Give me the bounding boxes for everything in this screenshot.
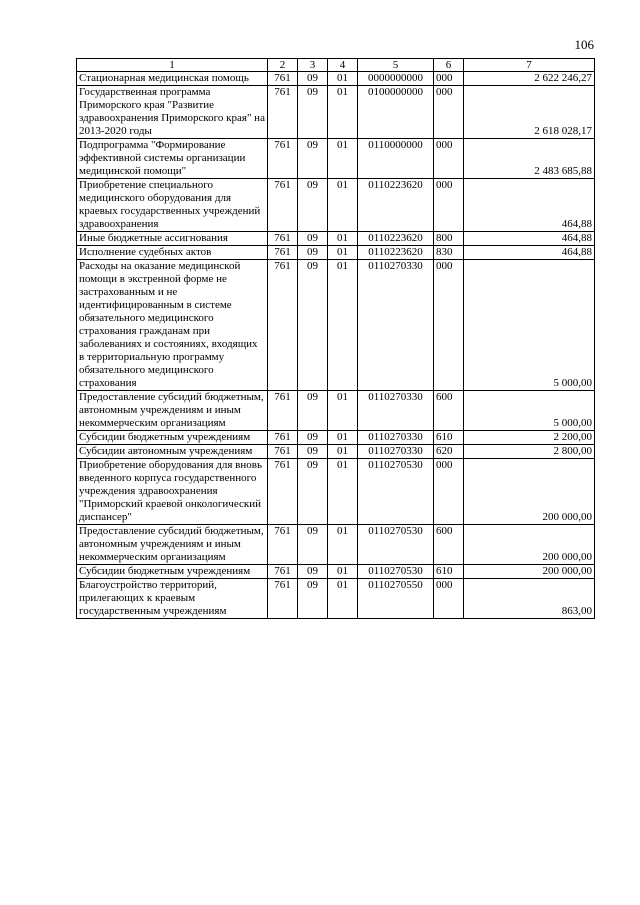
table-row bbox=[77, 431, 595, 445]
target-article-code: 0110223620 bbox=[358, 232, 434, 246]
amount: 5 000,00 bbox=[464, 391, 595, 431]
ministry-code: 761 bbox=[268, 246, 298, 260]
ministry-code: 761 bbox=[268, 579, 298, 619]
item-name: Предоставление субсидий бюджетным, автономным учреждениям и иным некоммерческим организациям bbox=[77, 525, 268, 565]
ministry-code: 761 bbox=[268, 86, 298, 139]
subsection-code: 01 bbox=[328, 246, 358, 260]
item-name: Субсидии бюджетным учреждениям bbox=[77, 431, 268, 445]
expense-type-code: 000 bbox=[434, 139, 464, 179]
table-row bbox=[77, 72, 595, 86]
item-name: Иные бюджетные ассигнования bbox=[77, 232, 268, 246]
item-name: Субсидии автономным учреждениям bbox=[77, 445, 268, 459]
column-header: 6 bbox=[434, 59, 464, 72]
table-row bbox=[77, 139, 595, 179]
ministry-code: 761 bbox=[268, 459, 298, 525]
section-code: 09 bbox=[298, 139, 328, 179]
amount: 464,88 bbox=[464, 179, 595, 232]
section-code: 09 bbox=[298, 431, 328, 445]
expense-type-code: 000 bbox=[434, 459, 464, 525]
table-row bbox=[77, 260, 595, 391]
section-code: 09 bbox=[298, 391, 328, 431]
table-row bbox=[77, 565, 595, 579]
amount: 5 000,00 bbox=[464, 260, 595, 391]
ministry-code: 761 bbox=[268, 179, 298, 232]
item-name: Исполнение судебных актов bbox=[77, 246, 268, 260]
expense-type-code: 000 bbox=[434, 86, 464, 139]
column-header: 2 bbox=[268, 59, 298, 72]
subsection-code: 01 bbox=[328, 260, 358, 391]
target-article-code: 0110270330 bbox=[358, 260, 434, 391]
item-name: Стационарная медицинская помощь bbox=[77, 72, 268, 86]
section-code: 09 bbox=[298, 445, 328, 459]
column-header: 3 bbox=[298, 59, 328, 72]
amount: 863,00 bbox=[464, 579, 595, 619]
column-header: 4 bbox=[328, 59, 358, 72]
subsection-code: 01 bbox=[328, 86, 358, 139]
item-name: Приобретение оборудования для вновь введенного корпуса государственного учреждения здравоохранения "Приморский краевой онкологический диспансер" bbox=[77, 459, 268, 525]
column-header: 7 bbox=[464, 59, 595, 72]
subsection-code: 01 bbox=[328, 565, 358, 579]
subsection-code: 01 bbox=[328, 525, 358, 565]
item-name: Подпрограмма "Формирование эффективной системы организации медицинской помощи" bbox=[77, 139, 268, 179]
ministry-code: 761 bbox=[268, 72, 298, 86]
section-code: 09 bbox=[298, 579, 328, 619]
subsection-code: 01 bbox=[328, 72, 358, 86]
target-article-code: 0110270330 bbox=[358, 445, 434, 459]
table-row bbox=[77, 179, 595, 232]
target-article-code: 0100000000 bbox=[358, 86, 434, 139]
target-article-code: 0110270530 bbox=[358, 459, 434, 525]
subsection-code: 01 bbox=[328, 459, 358, 525]
table-row bbox=[77, 459, 595, 525]
target-article-code: 0110223620 bbox=[358, 246, 434, 260]
ministry-code: 761 bbox=[268, 525, 298, 565]
subsection-code: 01 bbox=[328, 431, 358, 445]
table-header-row bbox=[77, 59, 595, 72]
expense-type-code: 000 bbox=[434, 72, 464, 86]
target-article-code: 0000000000 bbox=[358, 72, 434, 86]
expense-type-code: 610 bbox=[434, 565, 464, 579]
section-code: 09 bbox=[298, 179, 328, 232]
subsection-code: 01 bbox=[328, 179, 358, 232]
ministry-code: 761 bbox=[268, 565, 298, 579]
expense-type-code: 600 bbox=[434, 391, 464, 431]
amount: 200 000,00 bbox=[464, 459, 595, 525]
target-article-code: 0110000000 bbox=[358, 139, 434, 179]
expense-type-code: 000 bbox=[434, 579, 464, 619]
expense-type-code: 600 bbox=[434, 525, 464, 565]
subsection-code: 01 bbox=[328, 139, 358, 179]
page-number: 106 bbox=[574, 37, 594, 52]
section-code: 09 bbox=[298, 232, 328, 246]
amount: 2 622 246,27 bbox=[464, 72, 595, 86]
target-article-code: 0110270330 bbox=[358, 431, 434, 445]
budget-table bbox=[76, 58, 595, 619]
item-name: Расходы на оказание медицинской помощи в экстренной форме не застрахованным и не идентифицированным в системе обязательного медицинского страхования гражданам при заболеваниях и состояниях, входящих в территориальную программу обязательного медицинского страхования bbox=[77, 260, 268, 391]
ministry-code: 761 bbox=[268, 391, 298, 431]
ministry-code: 761 bbox=[268, 260, 298, 391]
expense-type-code: 800 bbox=[434, 232, 464, 246]
target-article-code: 0110270550 bbox=[358, 579, 434, 619]
amount: 2 618 028,17 bbox=[464, 86, 595, 139]
ministry-code: 761 bbox=[268, 232, 298, 246]
target-article-code: 0110270530 bbox=[358, 525, 434, 565]
table-row bbox=[77, 246, 595, 260]
expense-type-code: 830 bbox=[434, 246, 464, 260]
subsection-code: 01 bbox=[328, 445, 358, 459]
ministry-code: 761 bbox=[268, 445, 298, 459]
section-code: 09 bbox=[298, 459, 328, 525]
amount: 464,88 bbox=[464, 246, 595, 260]
item-name: Предоставление субсидий бюджетным, автономным учреждениям и иным некоммерческим организациям bbox=[77, 391, 268, 431]
section-code: 09 bbox=[298, 246, 328, 260]
amount: 200 000,00 bbox=[464, 565, 595, 579]
item-name: Государственная программа Приморского края "Развитие здравоохранения Приморского края" на 2013-2020 годы bbox=[77, 86, 268, 139]
amount: 2 200,00 bbox=[464, 431, 595, 445]
section-code: 09 bbox=[298, 260, 328, 391]
section-code: 09 bbox=[298, 72, 328, 86]
amount: 2 800,00 bbox=[464, 445, 595, 459]
subsection-code: 01 bbox=[328, 391, 358, 431]
target-article-code: 0110270530 bbox=[358, 565, 434, 579]
table-row bbox=[77, 579, 595, 619]
amount: 464,88 bbox=[464, 232, 595, 246]
amount: 2 483 685,88 bbox=[464, 139, 595, 179]
section-code: 09 bbox=[298, 86, 328, 139]
target-article-code: 0110270330 bbox=[358, 391, 434, 431]
expense-type-code: 000 bbox=[434, 179, 464, 232]
column-header: 1 bbox=[77, 59, 268, 72]
ministry-code: 761 bbox=[268, 431, 298, 445]
table-row bbox=[77, 391, 595, 431]
expense-type-code: 000 bbox=[434, 260, 464, 391]
section-code: 09 bbox=[298, 525, 328, 565]
item-name: Приобретение специального медицинского оборудования для краевых государственных учреждений здравоохранения bbox=[77, 179, 268, 232]
expense-type-code: 610 bbox=[434, 431, 464, 445]
section-code: 09 bbox=[298, 565, 328, 579]
table-row bbox=[77, 525, 595, 565]
amount: 200 000,00 bbox=[464, 525, 595, 565]
item-name: Благоустройство территорий, прилегающих к краевым государственным учреждениям bbox=[77, 579, 268, 619]
table-row bbox=[77, 445, 595, 459]
table-row bbox=[77, 232, 595, 246]
subsection-code: 01 bbox=[328, 579, 358, 619]
expense-type-code: 620 bbox=[434, 445, 464, 459]
table-row bbox=[77, 86, 595, 139]
target-article-code: 0110223620 bbox=[358, 179, 434, 232]
ministry-code: 761 bbox=[268, 139, 298, 179]
subsection-code: 01 bbox=[328, 232, 358, 246]
column-header: 5 bbox=[358, 59, 434, 72]
item-name: Субсидии бюджетным учреждениям bbox=[77, 565, 268, 579]
